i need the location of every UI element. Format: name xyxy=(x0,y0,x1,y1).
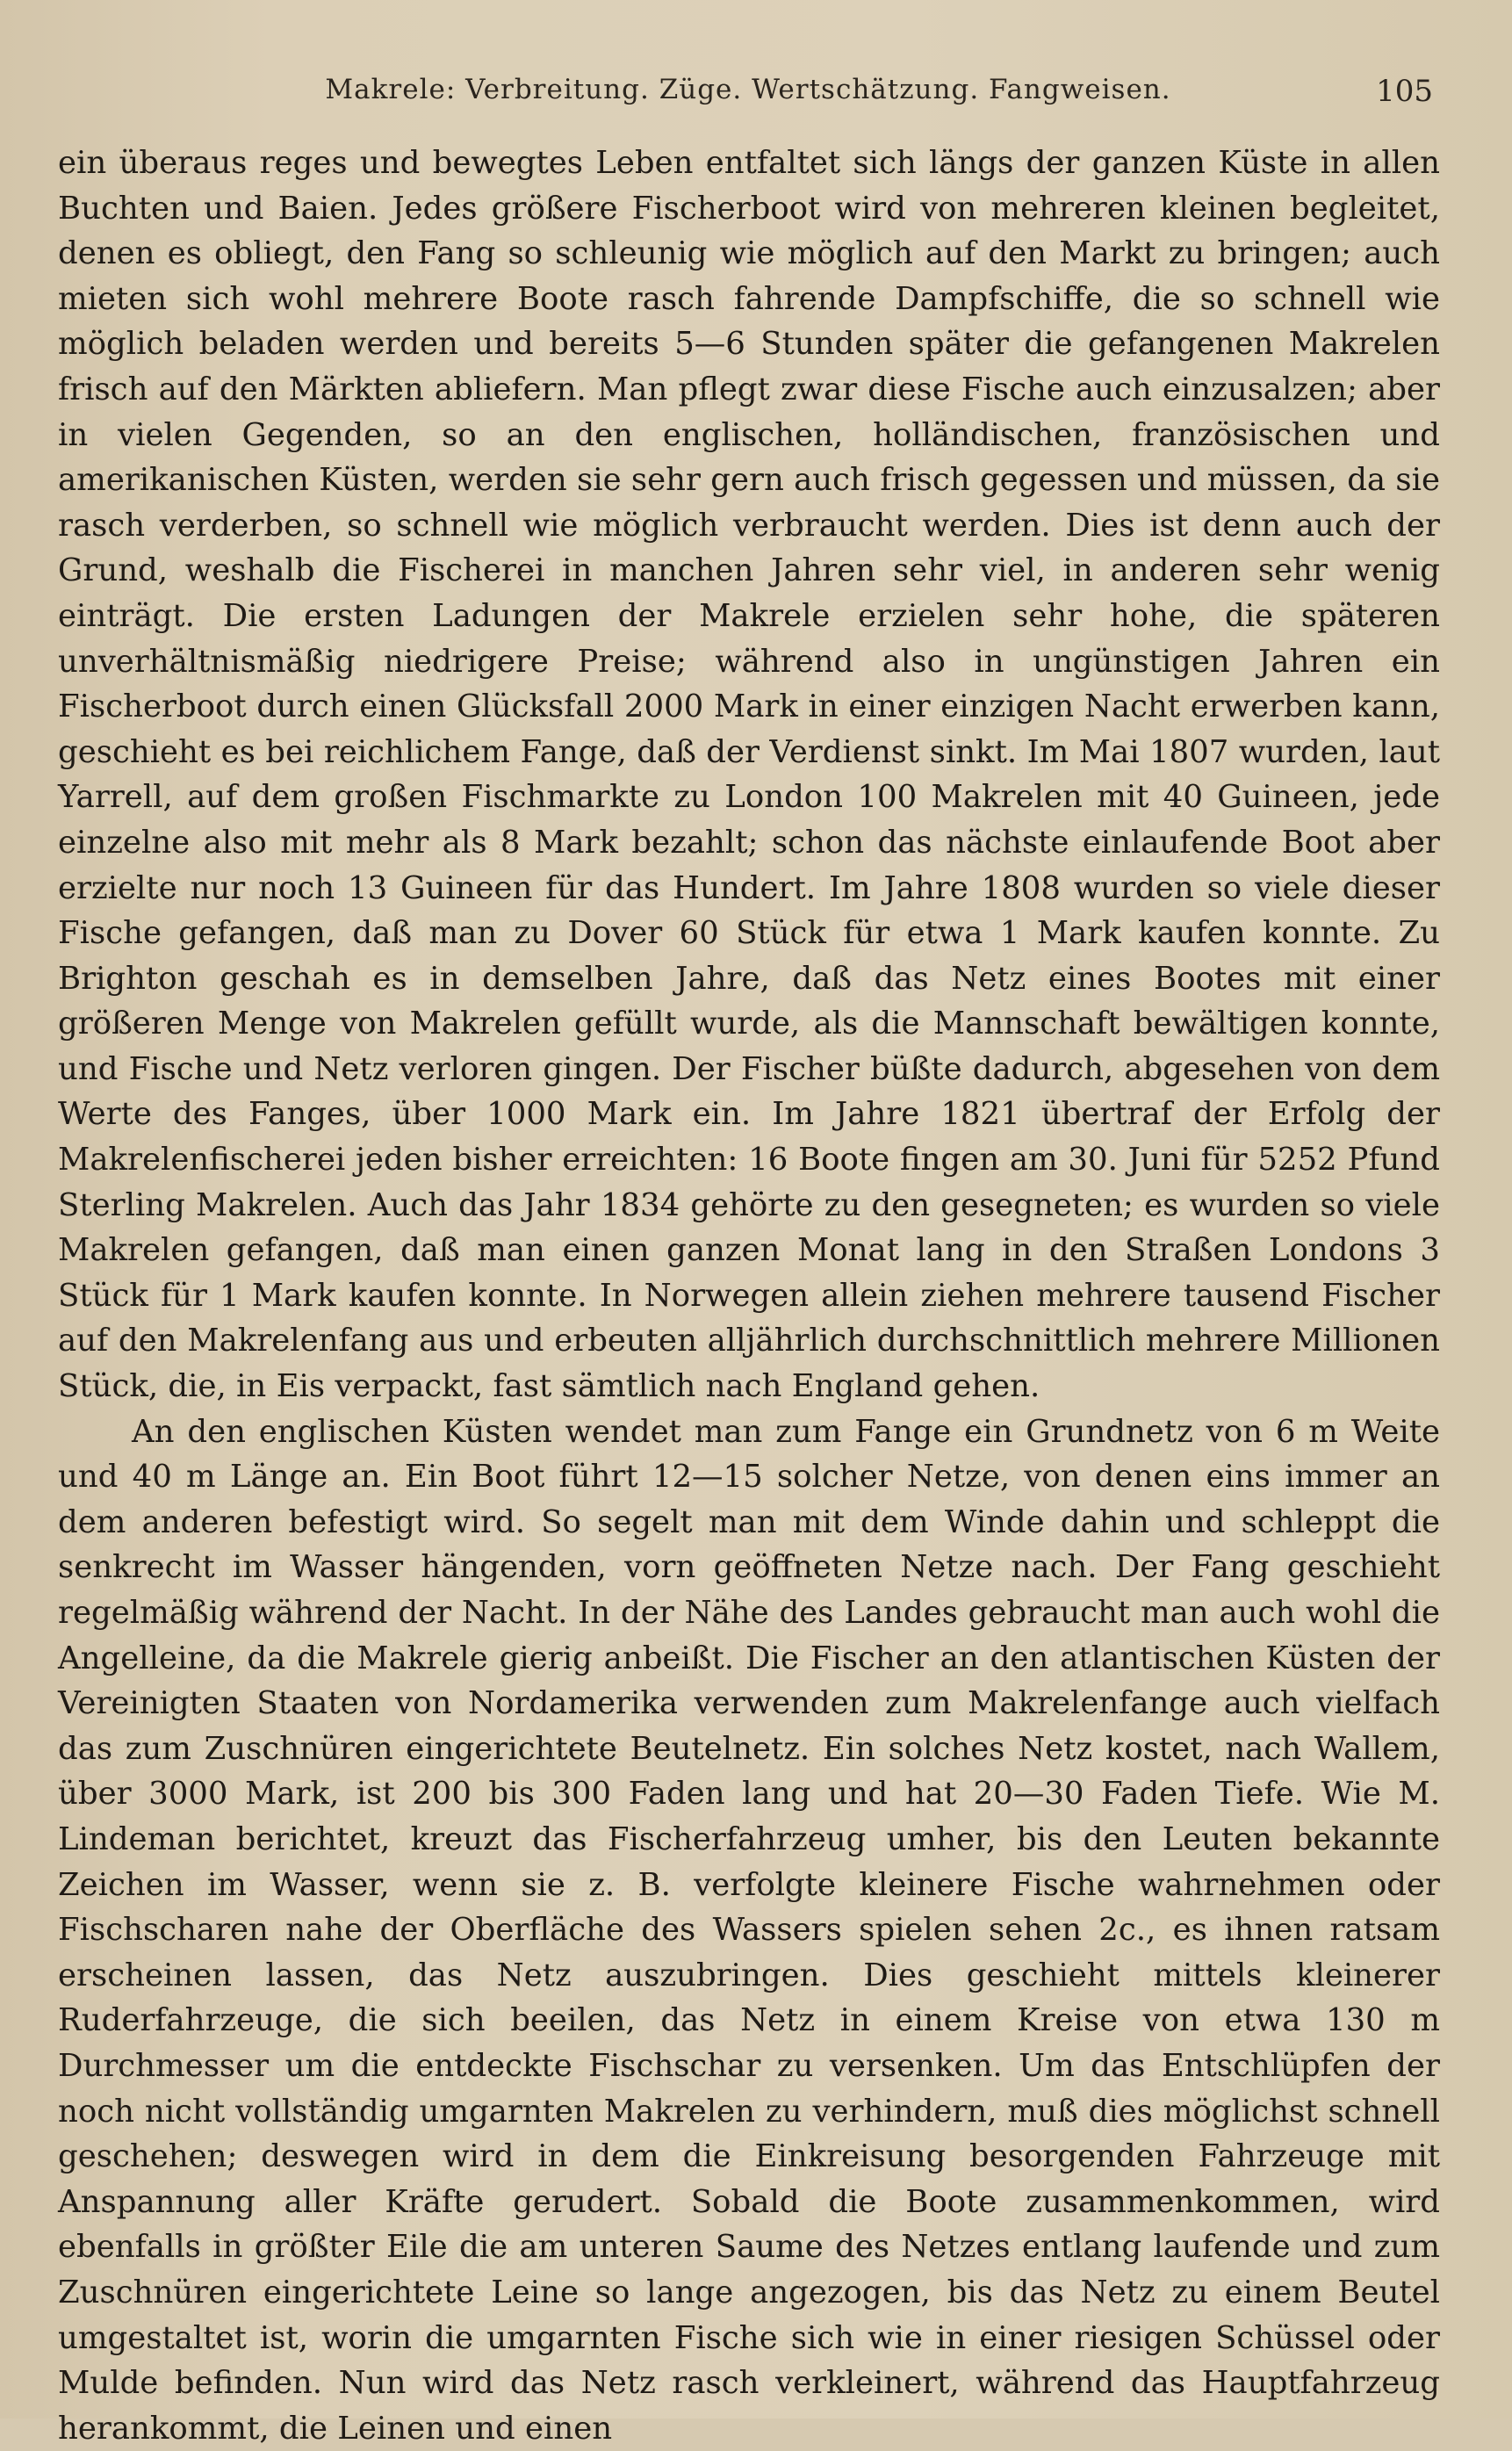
page-header xyxy=(63,68,1433,118)
body-text xyxy=(58,141,1440,2451)
paragraph-2: An den englischen Küsten wendet man zum Fange ein Grundnetz von 6 m Weite und 40 m Länge an. Ein Boot führt 12—15 solcher Netze, von denen eins immer an dem anderen befestigt wird. So segelt man mit dem Winde dahin und schleppt die senkrecht im Wasser hängenden, vorn geöffneten Netze nach. Der Fang geschieht regelmäßig während der Nacht. In der Nähe des Landes gebraucht man auch wohl die Angelleine, da die Makrele gierig anbeißt. Die Fischer an den atlantischen Küsten der Vereinigten Staaten von Nordamerika verwenden zum Makrelenfange auch vielfach das zum Zuschnüren eingerichtete Beutelnetz. Ein solches Netz kostet, nach Wallem, über 3000 Mark, ist 200 bis 300 Faden lang und hat 20—30 Faden Tiefe. Wie M. Lindeman berichtet, kreuzt das Fischerfahrzeug umher, bis den Leuten bekannte Zeichen im Wasser, wenn sie z. B. verfolgte kleinere Fische wahrnehmen oder Fischscharen nahe der Oberfläche des Wassers spielen sehen 2c., es ihnen ratsam erscheinen lassen, das Netz auszubringen. Dies geschieht mittels kleinerer Ruderfahrzeuge, die sich beeilen, das Netz in einem Kreise von etwa 130 m Durchmesser um die entdeckte Fischschar zu versenken. Um das Entschlüpfen der noch nicht vollständig umgarnten Makrelen zu verhindern, muß dies möglichst schnell geschehen; deswegen wird in dem die Einkreisung besorgenden Fahrzeuge mit Anspannung aller Kräfte gerudert. Sobald die Boote zusammenkommen, wird ebenfalls in größter Eile die am unteren Saume des Netzes entlang laufende und zum Zuschnüren eingerichtete Leine so lange angezogen, bis das Netz zu einem Beutel umgestaltet ist, worin die umgarnten Fische sich wie in einer riesigen Schüssel oder Mulde befinden. Nun wird das Netz rasch verkleinert, während das Hauptfahrzeug herankommt, die Leinen und einen xyxy=(58,1413,1440,2447)
running-head: Makrele: Verbreitung. Züge. Wertschätzung. Fangweisen. xyxy=(325,74,1171,105)
paragraph-1: ein überaus reges und bewegtes Leben entfaltet sich längs der ganzen Küste in allen Buchten und Baien. Jedes größere Fischerboot wird von mehreren kleinen begleitet, denen es obliegt, den Fang so schleunig wie möglich auf den Markt zu bringen; auch mieten sich wohl mehrere Boote rasch fahrende Dampfschiffe, die so schnell wie möglich beladen werden und bereits 5—6 Stunden später die gefangenen Makrelen frisch auf den Märkten abliefern. Man pflegt zwar diese Fische auch einzusalzen; aber in vielen Gegenden, so an den englischen, holländischen, französischen und amerikanischen Küsten, werden sie sehr gern auch frisch gegessen und müssen, da sie rasch verderben, so schnell wie möglich verbraucht werden. Dies ist denn auch der Grund, weshalb die Fischerei in manchen Jahren sehr viel, in anderen sehr wenig einträgt. Die ersten Ladungen der Makrele erzielen sehr hohe, die späteren unverhältnismäßig niedrigere Preise; während also in ungünstigen Jahren ein Fischerboot durch einen Glücksfall 2000 Mark in einer einzigen Nacht erwerben kann, geschieht es bei reichlichem Fange, daß der Verdienst sinkt. Im Mai 1807 wurden, laut Yarrell, auf dem großen Fischmarkte zu London 100 Makrelen mit 40 Guineen, jede einzelne also mit mehr als 8 Mark bezahlt; schon das nächste einlaufende Boot aber erzielte nur noch 13 Guineen für das Hundert. Im Jahre 1808 wurden so viele dieser Fische gefangen, daß man zu Dover 60 Stück für etwa 1 Mark kaufen konnte. Zu Brighton geschah es in demselben Jahre, daß das Netz eines Bootes mit einer größeren Menge von Makrelen gefüllt wurde, als die Mannschaft bewältigen konnte, und Fische und Netz verloren gingen. Der Fischer büßte dadurch, abgesehen von dem Werte des Fanges, über 1000 Mark ein. Im Jahre 1821 übertraf der Erfolg der Makrelenfischerei jeden bisher erreichten: 16 Boote fingen am 30. Juni für 5252 Pfund Sterling Makrelen. Auch das Jahr 1834 gehörte zu den gesegneten; es wurden so viele Makrelen gefangen, daß man einen ganzen Monat lang in den Straßen Londons 3 Stück für 1 Mark kaufen konnte. In Norwegen allein ziehen mehrere tausend Fischer auf den Makrelenfang aus und erbeuten alljährlich durchschnittlich mehrere Millionen Stück, die, in Eis verpackt, fast sämtlich nach England gehen. xyxy=(58,145,1440,1405)
page-number: 105 xyxy=(1376,74,1433,109)
